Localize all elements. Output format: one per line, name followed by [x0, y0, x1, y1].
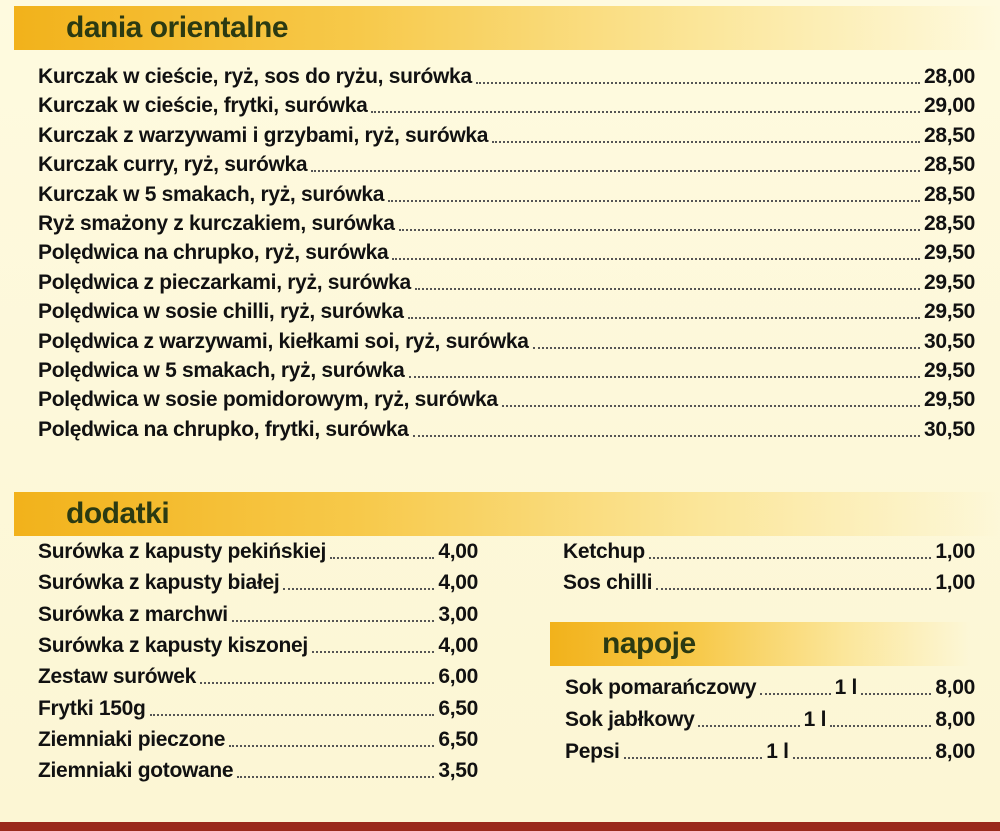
dot-leader — [200, 682, 434, 684]
menu-item-row — [38, 329, 975, 355]
menu-item-name: Kurczak z warzywami i grzybami, ryż, surówka — [38, 123, 489, 147]
menu-item-price: 28,50 — [923, 182, 975, 206]
menu-item-price: 6,50 — [438, 696, 478, 720]
menu-item-name: Kurczak w cieście, frytki, surówka — [38, 94, 368, 118]
dot-leader — [502, 405, 920, 407]
section-title-dodatki: dodatki — [66, 497, 170, 530]
dot-leader — [312, 651, 434, 653]
section-header-orientalne — [14, 6, 1000, 50]
menu-item-name: Pepsi — [565, 740, 620, 763]
dot-leader — [649, 557, 931, 559]
menu-item-row — [38, 602, 478, 628]
menu-item-row — [38, 539, 478, 565]
menu-item-row — [565, 707, 975, 733]
menu-item-price: 28,50 — [923, 153, 975, 177]
menu-item-price: 29,50 — [923, 270, 975, 294]
menu-item-row — [38, 93, 975, 119]
menu-item-name: Polędwica na chrupko, frytki, surówka — [38, 417, 409, 441]
menu-item-price: 28,50 — [923, 212, 975, 235]
menu-item-price: 29,50 — [923, 300, 975, 324]
menu-item-price: 4,00 — [438, 571, 478, 595]
menu-item-name: Ketchup — [563, 540, 645, 563]
dot-leader — [793, 757, 932, 759]
dot-leader — [861, 693, 931, 695]
menu-item-row — [565, 675, 975, 701]
dot-leader — [229, 745, 434, 747]
section-title-napoje: napoje — [602, 627, 696, 660]
menu-item-price: 3,50 — [438, 759, 478, 783]
bottom-rule — [0, 822, 1000, 831]
menu-item-row — [38, 299, 975, 325]
menu-item-name: Surówka z kapusty pekińskiej — [38, 540, 327, 563]
menu-item-row — [38, 182, 975, 208]
dot-leader — [283, 588, 434, 590]
dot-leader — [408, 317, 920, 319]
menu-item-name: Sos chilli — [563, 571, 653, 595]
menu-item-name: Frytki 150g — [38, 696, 146, 720]
dot-leader — [330, 557, 434, 559]
menu-item-name: Kurczak curry, ryż, surówka — [38, 153, 308, 177]
menu-item-price: 6,50 — [438, 727, 478, 751]
dot-leader — [413, 435, 920, 437]
dot-leader — [533, 347, 920, 349]
menu-item-price: 8,00 — [935, 740, 976, 763]
menu-item-name: Kurczak w cieście, ryż, sos do ryżu, surówka — [38, 65, 472, 88]
menu-item-size: 1 l — [803, 708, 827, 731]
menu-item-name: Polędwica w sosie chilli, ryż, surówka — [38, 300, 404, 324]
menu-item-price: 4,00 — [438, 540, 478, 563]
dot-leader — [409, 376, 920, 378]
menu-item-name: Ziemniaki pieczone — [38, 727, 226, 751]
dot-leader — [656, 588, 931, 590]
menu-item-price: 1,00 — [935, 571, 975, 595]
menu-item-price: 1,00 — [935, 540, 975, 563]
menu-item-name: Polędwica z warzywami, kiełkami soi, ryż, surówka — [38, 329, 529, 353]
menu-item-name: Ziemniaki gotowane — [38, 759, 234, 783]
menu-item-price: 3,00 — [438, 602, 478, 626]
menu-item-row — [38, 727, 478, 753]
menu-item-row — [38, 123, 975, 149]
menu-item-row — [38, 387, 975, 413]
menu-item-row — [563, 539, 975, 565]
menu-item-price: 29,50 — [923, 359, 975, 382]
dot-leader — [415, 288, 920, 290]
menu-item-name: Polędwica na chrupko, ryż, surówka — [38, 241, 389, 265]
dot-leader — [392, 258, 920, 260]
menu-item-row — [38, 152, 975, 178]
section-header-napoje — [550, 622, 970, 666]
dot-leader — [232, 620, 435, 622]
menu-item-name: Surówka z kapusty białej — [38, 571, 280, 595]
menu-item-name: Zestaw surówek — [38, 665, 197, 689]
dot-leader — [492, 141, 920, 143]
menu-item-price: 28,50 — [923, 123, 975, 147]
menu-item-row — [563, 570, 975, 596]
menu-item-price: 29,50 — [923, 241, 975, 265]
dot-leader — [830, 725, 931, 727]
menu-item-row — [38, 358, 975, 384]
menu-item-row — [38, 633, 478, 659]
section-title-orientalne: dania orientalne — [66, 11, 289, 44]
dot-leader — [399, 229, 920, 231]
dot-leader — [760, 693, 830, 695]
menu-item-size: 1 l — [834, 676, 858, 699]
dot-leader — [624, 757, 763, 759]
menu-item-row — [38, 270, 975, 296]
menu-item-row — [38, 758, 478, 784]
dot-leader — [237, 776, 434, 778]
menu-item-row — [38, 696, 478, 722]
menu-item-price: 8,00 — [935, 708, 975, 731]
menu-item-row — [38, 64, 975, 90]
menu-item-size: 1 l — [766, 740, 789, 763]
dot-leader — [371, 111, 919, 113]
menu-item-price: 29,50 — [923, 388, 975, 412]
menu-item-price: 29,00 — [923, 94, 975, 118]
section-header-dodatki — [14, 492, 1000, 536]
dot-leader — [476, 82, 920, 84]
menu-item-name: Sok pomarańczowy — [565, 676, 757, 699]
menu-item-name: Sok jabłkowy — [565, 708, 695, 731]
menu-item-price: 28,00 — [923, 65, 975, 88]
menu-item-name: Polędwica w 5 smakach, ryż, surówka — [38, 359, 405, 382]
menu-item-name: Surówka z marchwi — [38, 602, 228, 626]
menu-item-price: 30,50 — [923, 417, 975, 441]
menu-item-row — [565, 739, 975, 765]
menu-item-price: 8,00 — [935, 676, 975, 699]
menu-item-price: 4,00 — [438, 633, 478, 657]
dot-leader — [150, 714, 435, 716]
menu-item-row — [38, 570, 478, 596]
menu-item-row — [38, 417, 975, 443]
menu-item-name: Surówka z kapusty kiszonej — [38, 633, 308, 657]
menu-item-name: Polędwica w sosie pomidorowym, ryż, surówka — [38, 388, 498, 412]
menu-item-row — [38, 240, 975, 266]
menu-item-name: Ryż smażony z kurczakiem, surówka — [38, 212, 395, 235]
menu-item-price: 30,50 — [923, 329, 975, 353]
dot-leader — [311, 170, 920, 172]
menu-item-price: 6,00 — [438, 665, 478, 689]
menu-item-name: Polędwica z pieczarkami, ryż, surówka — [38, 270, 411, 294]
menu-item-row — [38, 211, 975, 237]
dot-leader — [698, 725, 799, 727]
menu-item-row — [38, 664, 478, 690]
menu-item-name: Kurczak w 5 smakach, ryż, surówka — [38, 182, 385, 206]
dot-leader — [388, 200, 920, 202]
